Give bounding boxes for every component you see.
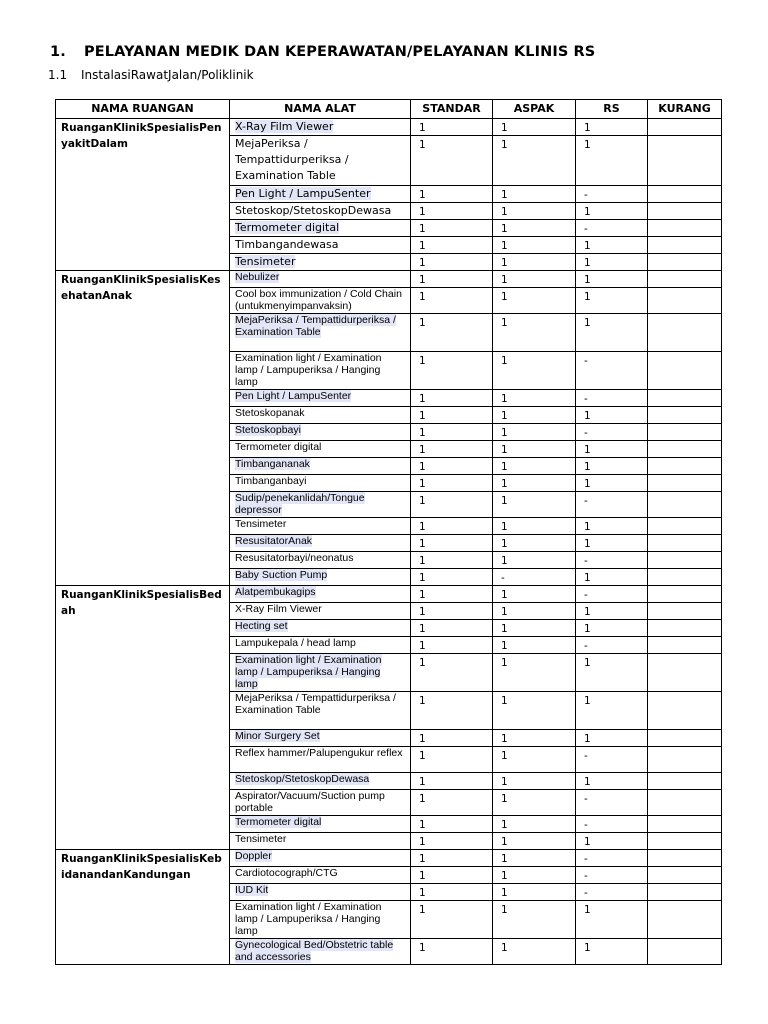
equipment-name: Gynecological Bed/Obstetric table and accessories bbox=[235, 939, 394, 964]
standar-value-cell: 1 bbox=[411, 271, 493, 288]
equipment-name: Termometer digital bbox=[235, 221, 340, 234]
standar-value-cell: 1 bbox=[411, 288, 493, 314]
equipment-name: Minor Surgery Set bbox=[235, 730, 320, 742]
aspak-value-cell: 1 bbox=[493, 790, 576, 816]
aspak-value-cell: 1 bbox=[493, 186, 576, 203]
equipment-name-cell bbox=[230, 692, 411, 730]
kurang-value-cell bbox=[648, 518, 722, 535]
equipment-name: IUD Kit bbox=[235, 884, 269, 896]
equipment-name: X-Ray Film Viewer bbox=[235, 120, 334, 133]
room-name-cell: RuanganKlinikSpesialisKesehatanAnak bbox=[56, 271, 230, 586]
aspak-value-cell: 1 bbox=[493, 407, 576, 424]
kurang-value-cell bbox=[648, 939, 722, 965]
equipment-name-cell bbox=[230, 586, 411, 603]
equipment-name-cell bbox=[230, 637, 411, 654]
aspak-value-cell: 1 bbox=[493, 352, 576, 390]
standar-value-cell: 1 bbox=[411, 620, 493, 637]
equipment-name-cell bbox=[230, 654, 411, 692]
table-row bbox=[56, 119, 722, 136]
equipment-name: MejaPeriksa / Tempattidurperiksa / Examination Table bbox=[235, 692, 396, 717]
kurang-value-cell bbox=[648, 458, 722, 475]
equipment-name: Doppler bbox=[235, 850, 272, 862]
equipment-name: Stetoskopbayi bbox=[235, 424, 301, 436]
standar-value-cell: 1 bbox=[411, 390, 493, 407]
equipment-name-cell bbox=[230, 773, 411, 790]
standar-value-cell: 1 bbox=[411, 424, 493, 441]
subsection-heading bbox=[48, 68, 254, 82]
equipment-name: ResusitatorAnak bbox=[235, 535, 313, 547]
kurang-value-cell bbox=[648, 901, 722, 939]
rs-value-cell: - bbox=[576, 867, 648, 884]
equipment-name-cell bbox=[230, 314, 411, 352]
equipment-name-cell bbox=[230, 271, 411, 288]
standar-value-cell: 1 bbox=[411, 237, 493, 254]
rs-value-cell: - bbox=[576, 352, 648, 390]
kurang-value-cell bbox=[648, 884, 722, 901]
kurang-value-cell bbox=[648, 288, 722, 314]
equipment-name: MejaPeriksa / Tempattidurperiksa / Examination Table bbox=[235, 137, 349, 182]
kurang-value-cell bbox=[648, 254, 722, 271]
equipment-name: Alatpembukagips bbox=[235, 586, 316, 598]
standar-value-cell: 1 bbox=[411, 730, 493, 747]
standar-value-cell: 1 bbox=[411, 475, 493, 492]
equipment-name-cell bbox=[230, 850, 411, 867]
col-header-nama-ruangan: NAMA RUANGAN bbox=[56, 100, 230, 119]
rs-value-cell: - bbox=[576, 637, 648, 654]
equipment-name-cell bbox=[230, 730, 411, 747]
equipment-name: Timbangandewasa bbox=[235, 238, 339, 251]
kurang-value-cell bbox=[648, 654, 722, 692]
aspak-value-cell: 1 bbox=[493, 288, 576, 314]
rs-value-cell: - bbox=[576, 816, 648, 833]
table-body bbox=[56, 119, 722, 965]
rs-value-cell: - bbox=[576, 850, 648, 867]
col-header-aspak: ASPAK bbox=[493, 100, 576, 119]
kurang-value-cell bbox=[648, 833, 722, 850]
rs-value-cell: 1 bbox=[576, 237, 648, 254]
equipment-name-cell bbox=[230, 747, 411, 773]
equipment-name-cell bbox=[230, 867, 411, 884]
aspak-value-cell: 1 bbox=[493, 475, 576, 492]
rs-value-cell: 1 bbox=[576, 136, 648, 186]
aspak-value-cell: 1 bbox=[493, 730, 576, 747]
standar-value-cell: 1 bbox=[411, 692, 493, 730]
aspak-value-cell: 1 bbox=[493, 136, 576, 186]
equipment-name: Hecting set bbox=[235, 620, 288, 632]
standar-value-cell: 1 bbox=[411, 833, 493, 850]
rs-value-cell: 1 bbox=[576, 458, 648, 475]
equipment-name: Tensimeter bbox=[235, 518, 287, 530]
aspak-value-cell: 1 bbox=[493, 203, 576, 220]
rs-value-cell: 1 bbox=[576, 441, 648, 458]
equipment-name-cell bbox=[230, 458, 411, 475]
rs-value-cell: 1 bbox=[576, 773, 648, 790]
section-heading bbox=[50, 44, 595, 60]
table-row bbox=[56, 586, 722, 603]
kurang-value-cell bbox=[648, 492, 722, 518]
kurang-value-cell bbox=[648, 790, 722, 816]
equipment-name-cell bbox=[230, 352, 411, 390]
kurang-value-cell bbox=[648, 586, 722, 603]
rs-value-cell: - bbox=[576, 586, 648, 603]
kurang-value-cell bbox=[648, 352, 722, 390]
equipment-name-cell bbox=[230, 603, 411, 620]
kurang-value-cell bbox=[648, 569, 722, 586]
aspak-value-cell: 1 bbox=[493, 492, 576, 518]
equipment-name-cell bbox=[230, 816, 411, 833]
equipment-name: Stetoskop/StetoskopDewasa bbox=[235, 204, 392, 217]
standar-value-cell: 1 bbox=[411, 186, 493, 203]
kurang-value-cell bbox=[648, 747, 722, 773]
section-number: 1. bbox=[50, 44, 66, 60]
aspak-value-cell: 1 bbox=[493, 518, 576, 535]
aspak-value-cell: 1 bbox=[493, 552, 576, 569]
equipment-name-cell bbox=[230, 552, 411, 569]
aspak-value-cell: - bbox=[493, 569, 576, 586]
equipment-name: Examination light / Examination lamp / Lampuperiksa / Hanging lamp bbox=[235, 901, 382, 938]
equipment-name: Termometer digital bbox=[235, 816, 322, 828]
rs-value-cell: 1 bbox=[576, 407, 648, 424]
rs-value-cell: - bbox=[576, 424, 648, 441]
kurang-value-cell bbox=[648, 773, 722, 790]
equipment-name-cell bbox=[230, 833, 411, 850]
rs-value-cell: - bbox=[576, 747, 648, 773]
aspak-value-cell: 1 bbox=[493, 441, 576, 458]
table-row bbox=[56, 850, 722, 867]
kurang-value-cell bbox=[648, 637, 722, 654]
standar-value-cell: 1 bbox=[411, 552, 493, 569]
rs-value-cell: 1 bbox=[576, 271, 648, 288]
aspak-value-cell: 1 bbox=[493, 237, 576, 254]
aspak-value-cell: 1 bbox=[493, 850, 576, 867]
standar-value-cell: 1 bbox=[411, 867, 493, 884]
equipment-name-cell bbox=[230, 136, 411, 186]
equipment-name: Tensimeter bbox=[235, 255, 296, 268]
aspak-value-cell: 1 bbox=[493, 586, 576, 603]
aspak-value-cell: 1 bbox=[493, 654, 576, 692]
rs-value-cell: 1 bbox=[576, 288, 648, 314]
kurang-value-cell bbox=[648, 692, 722, 730]
equipment-name: Baby Suction Pump bbox=[235, 569, 328, 581]
kurang-value-cell bbox=[648, 603, 722, 620]
kurang-value-cell bbox=[648, 407, 722, 424]
kurang-value-cell bbox=[648, 390, 722, 407]
standar-value-cell: 1 bbox=[411, 939, 493, 965]
standar-value-cell: 1 bbox=[411, 441, 493, 458]
aspak-value-cell: 1 bbox=[493, 119, 576, 136]
rs-value-cell: - bbox=[576, 186, 648, 203]
rs-value-cell: 1 bbox=[576, 475, 648, 492]
standar-value-cell: 1 bbox=[411, 136, 493, 186]
rs-value-cell: - bbox=[576, 552, 648, 569]
standar-value-cell: 1 bbox=[411, 884, 493, 901]
aspak-value-cell: 1 bbox=[493, 535, 576, 552]
equipment-name-cell bbox=[230, 288, 411, 314]
equipment-name: Examination light / Examination lamp / Lampuperiksa / Hanging lamp bbox=[235, 352, 382, 389]
rs-value-cell: 1 bbox=[576, 620, 648, 637]
equipment-name: Pen Light / LampuSenter bbox=[235, 390, 352, 402]
equipment-name-cell bbox=[230, 407, 411, 424]
aspak-value-cell: 1 bbox=[493, 620, 576, 637]
rs-value-cell: 1 bbox=[576, 314, 648, 352]
kurang-value-cell bbox=[648, 220, 722, 237]
standar-value-cell: 1 bbox=[411, 850, 493, 867]
rs-value-cell: - bbox=[576, 790, 648, 816]
equipment-name: Timbangananak bbox=[235, 458, 310, 470]
equipment-name: Nebulizer bbox=[235, 271, 280, 283]
equipment-name: Resusitatorbayi/neonatus bbox=[235, 552, 354, 564]
equipment-name: Cool box immunization / Cold Chain (untukmenyimpanvaksin) bbox=[235, 288, 402, 313]
section-title: PELAYANAN MEDIK DAN KEPERAWATAN/PELAYANAN KLINIS RS bbox=[84, 44, 596, 60]
col-header-standar: STANDAR bbox=[411, 100, 493, 119]
room-name-cell: RuanganKlinikSpesialisBedah bbox=[56, 586, 230, 850]
rs-value-cell: 1 bbox=[576, 939, 648, 965]
kurang-value-cell bbox=[648, 203, 722, 220]
equipment-name: Timbanganbayi bbox=[235, 475, 307, 487]
standar-value-cell: 1 bbox=[411, 747, 493, 773]
equipment-name: Lampukepala / head lamp bbox=[235, 637, 356, 649]
equipment-name-cell bbox=[230, 884, 411, 901]
equipment-name: Sudip/penekanlidah/Tongue depressor bbox=[235, 492, 365, 517]
standar-value-cell: 1 bbox=[411, 637, 493, 654]
rs-value-cell: 1 bbox=[576, 535, 648, 552]
equipment-name-cell bbox=[230, 254, 411, 271]
kurang-value-cell bbox=[648, 441, 722, 458]
standar-value-cell: 1 bbox=[411, 119, 493, 136]
standar-value-cell: 1 bbox=[411, 492, 493, 518]
table-header-row bbox=[56, 100, 722, 119]
equipment-name-cell bbox=[230, 203, 411, 220]
standar-value-cell: 1 bbox=[411, 901, 493, 939]
kurang-value-cell bbox=[648, 475, 722, 492]
equipment-name: Stetoskopanak bbox=[235, 407, 305, 419]
aspak-value-cell: 1 bbox=[493, 747, 576, 773]
standar-value-cell: 1 bbox=[411, 654, 493, 692]
aspak-value-cell: 1 bbox=[493, 220, 576, 237]
standar-value-cell: 1 bbox=[411, 569, 493, 586]
rs-value-cell: 1 bbox=[576, 518, 648, 535]
rs-value-cell: 1 bbox=[576, 603, 648, 620]
standar-value-cell: 1 bbox=[411, 352, 493, 390]
equipment-name: Termometer digital bbox=[235, 441, 322, 453]
col-header-rs: RS bbox=[576, 100, 648, 119]
rs-value-cell: 1 bbox=[576, 569, 648, 586]
rs-value-cell: 1 bbox=[576, 901, 648, 939]
standar-value-cell: 1 bbox=[411, 790, 493, 816]
kurang-value-cell bbox=[648, 424, 722, 441]
standar-value-cell: 1 bbox=[411, 773, 493, 790]
rs-value-cell: 1 bbox=[576, 692, 648, 730]
equipment-name: Reflex hammer/Palupengukur reflex bbox=[235, 747, 403, 759]
equipment-name: Examination light / Examination lamp / Lampuperiksa / Hanging lamp bbox=[235, 654, 382, 691]
equipment-name-cell bbox=[230, 119, 411, 136]
standar-value-cell: 1 bbox=[411, 203, 493, 220]
standar-value-cell: 1 bbox=[411, 314, 493, 352]
equipment-name: Stetoskop/StetoskopDewasa bbox=[235, 773, 370, 785]
standar-value-cell: 1 bbox=[411, 254, 493, 271]
kurang-value-cell bbox=[648, 119, 722, 136]
standar-value-cell: 1 bbox=[411, 220, 493, 237]
equipment-name-cell bbox=[230, 186, 411, 203]
equipment-name-cell bbox=[230, 901, 411, 939]
rs-value-cell: 1 bbox=[576, 730, 648, 747]
kurang-value-cell bbox=[648, 816, 722, 833]
standar-value-cell: 1 bbox=[411, 518, 493, 535]
room-name-cell: RuanganKlinikSpesialisPenyakitDalam bbox=[56, 119, 230, 271]
aspak-value-cell: 1 bbox=[493, 816, 576, 833]
aspak-value-cell: 1 bbox=[493, 833, 576, 850]
rs-value-cell: 1 bbox=[576, 833, 648, 850]
rs-value-cell: 1 bbox=[576, 119, 648, 136]
aspak-value-cell: 1 bbox=[493, 271, 576, 288]
equipment-table bbox=[55, 99, 722, 965]
kurang-value-cell bbox=[648, 552, 722, 569]
aspak-value-cell: 1 bbox=[493, 458, 576, 475]
equipment-name-cell bbox=[230, 237, 411, 254]
table-row bbox=[56, 271, 722, 288]
aspak-value-cell: 1 bbox=[493, 314, 576, 352]
kurang-value-cell bbox=[648, 620, 722, 637]
equipment-name: Tensimeter bbox=[235, 833, 287, 845]
equipment-name: Aspirator/Vacuum/Suction pump portable bbox=[235, 790, 385, 815]
equipment-name-cell bbox=[230, 390, 411, 407]
equipment-name-cell bbox=[230, 939, 411, 965]
rs-value-cell: 1 bbox=[576, 203, 648, 220]
standar-value-cell: 1 bbox=[411, 816, 493, 833]
subsection-title: InstalasiRawatJalan/Poliklinik bbox=[81, 68, 254, 82]
aspak-value-cell: 1 bbox=[493, 884, 576, 901]
subsection-number: 1.1 bbox=[48, 68, 68, 82]
equipment-name-cell bbox=[230, 569, 411, 586]
equipment-name-cell bbox=[230, 441, 411, 458]
aspak-value-cell: 1 bbox=[493, 901, 576, 939]
equipment-name-cell bbox=[230, 620, 411, 637]
rs-value-cell: 1 bbox=[576, 654, 648, 692]
aspak-value-cell: 1 bbox=[493, 390, 576, 407]
col-header-kurang: KURANG bbox=[648, 100, 722, 119]
kurang-value-cell bbox=[648, 850, 722, 867]
equipment-name-cell bbox=[230, 535, 411, 552]
standar-value-cell: 1 bbox=[411, 407, 493, 424]
equipment-name-cell bbox=[230, 518, 411, 535]
rs-value-cell: 1 bbox=[576, 254, 648, 271]
kurang-value-cell bbox=[648, 271, 722, 288]
standar-value-cell: 1 bbox=[411, 535, 493, 552]
equipment-name-cell bbox=[230, 475, 411, 492]
rs-value-cell: - bbox=[576, 390, 648, 407]
equipment-name-cell bbox=[230, 790, 411, 816]
kurang-value-cell bbox=[648, 314, 722, 352]
equipment-name-cell bbox=[230, 220, 411, 237]
equipment-name: MejaPeriksa / Tempattidurperiksa / Examination Table bbox=[235, 314, 396, 339]
equipment-name: Cardiotocograph/CTG bbox=[235, 867, 338, 879]
equipment-name-cell bbox=[230, 492, 411, 518]
kurang-value-cell bbox=[648, 136, 722, 186]
kurang-value-cell bbox=[648, 867, 722, 884]
kurang-value-cell bbox=[648, 535, 722, 552]
aspak-value-cell: 1 bbox=[493, 867, 576, 884]
aspak-value-cell: 1 bbox=[493, 692, 576, 730]
standar-value-cell: 1 bbox=[411, 458, 493, 475]
equipment-name: Pen Light / LampuSenter bbox=[235, 187, 371, 200]
room-name-cell: RuanganKlinikSpesialisKebidanandanKandungan bbox=[56, 850, 230, 965]
col-header-nama-alat: NAMA ALAT bbox=[230, 100, 411, 119]
aspak-value-cell: 1 bbox=[493, 254, 576, 271]
aspak-value-cell: 1 bbox=[493, 424, 576, 441]
equipment-name: X-Ray Film Viewer bbox=[235, 603, 322, 615]
aspak-value-cell: 1 bbox=[493, 773, 576, 790]
kurang-value-cell bbox=[648, 186, 722, 203]
rs-value-cell: - bbox=[576, 492, 648, 518]
rs-value-cell: - bbox=[576, 220, 648, 237]
kurang-value-cell bbox=[648, 730, 722, 747]
aspak-value-cell: 1 bbox=[493, 939, 576, 965]
kurang-value-cell bbox=[648, 237, 722, 254]
aspak-value-cell: 1 bbox=[493, 603, 576, 620]
equipment-name-cell bbox=[230, 424, 411, 441]
standar-value-cell: 1 bbox=[411, 603, 493, 620]
rs-value-cell: - bbox=[576, 884, 648, 901]
standar-value-cell: 1 bbox=[411, 586, 493, 603]
aspak-value-cell: 1 bbox=[493, 637, 576, 654]
